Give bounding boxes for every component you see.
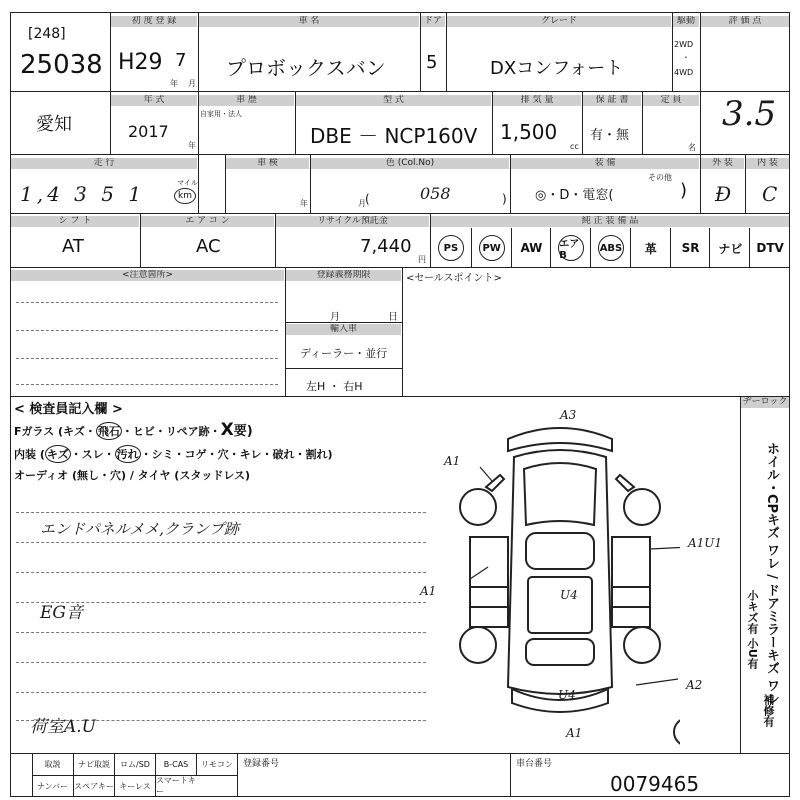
model-year-unit: 年 xyxy=(188,141,196,150)
spare-tire xyxy=(674,718,680,746)
equipment-row xyxy=(431,228,789,268)
windshield xyxy=(526,533,594,569)
inspector-line-audio: オーディオ (無し・穴) / タイヤ (スタッドレス) xyxy=(14,469,251,482)
item-items_row2-2: キーレス xyxy=(114,775,155,797)
header-year: 年 式 xyxy=(111,95,197,106)
equipment-label: 革 xyxy=(644,241,657,256)
model-year: 2017 xyxy=(128,122,169,141)
equipment-item xyxy=(670,228,711,268)
header-color: 色 (Col.No) xyxy=(311,158,509,169)
color-close: ) xyxy=(502,192,507,206)
legend-main: ホイル・CPキズ ワレ / ドアミラーキズ ワレ xyxy=(764,442,779,705)
aircon-value: AC xyxy=(196,236,221,257)
header-capacity: 定 員 xyxy=(643,95,699,106)
front-bumper xyxy=(508,428,612,451)
diagram-a1-left: A1 xyxy=(444,454,461,468)
grade: DXコンフォート xyxy=(490,58,624,79)
score-value: 3.5 xyxy=(722,94,777,134)
item-items_row1-3: B-CAS xyxy=(155,753,196,775)
equipment-item xyxy=(511,228,552,268)
dealer-parallel: ディーラー・並行 xyxy=(300,347,388,360)
header-import: 輸入車 xyxy=(286,324,401,335)
options-close: ) xyxy=(680,180,688,201)
body-outline xyxy=(508,450,612,694)
equipment-label: PW xyxy=(479,235,505,261)
header-score: 評 価 点 xyxy=(701,16,789,27)
item-items_row1-0: 取説 xyxy=(44,759,61,769)
warranty: 有・無 xyxy=(590,128,630,143)
diagram-a1-bottom: A1 xyxy=(566,726,583,740)
item-items_row1-1: ナビ取説 xyxy=(73,753,114,775)
first-reg-era: H29 xyxy=(118,50,163,75)
equipment-label: SR xyxy=(681,241,700,255)
roof xyxy=(528,577,592,633)
wheel-front-right xyxy=(624,489,660,525)
handwritten-note-3: 荷室A.U xyxy=(30,717,97,737)
items-row-1 xyxy=(32,753,237,775)
legend-sub-2: 補修有 xyxy=(762,694,775,727)
car-name: プロボックスバン xyxy=(226,56,386,80)
inspection-year: 年 xyxy=(300,199,308,208)
color-no: 058 xyxy=(420,184,451,203)
header-ttrock: ヂーロック xyxy=(742,397,788,407)
equipment-label: DTV xyxy=(756,241,784,255)
item-items_row2-3: スマートキー xyxy=(156,776,196,796)
reg-month: 月 xyxy=(330,312,340,323)
reg-number-label: 登録番号 xyxy=(243,759,280,769)
header-options: 装 備 xyxy=(511,158,699,169)
inspector-line-interior: 内装 ( キズ ・スレ・ 汚れ ・シミ・コゲ・穴・キレ・破れ・割れ) xyxy=(14,445,333,463)
header-inspection: 車 検 xyxy=(226,158,309,169)
header-exterior: 外 装 xyxy=(701,158,744,169)
lot-number: 25038 xyxy=(20,50,103,80)
diagram-a3: A3 xyxy=(560,408,577,422)
options-list: ◎・D・電窓( xyxy=(535,188,614,203)
drive-4wd: 4WD xyxy=(674,68,694,77)
header-car-type: 車 歴 xyxy=(199,95,294,106)
displacement: 1,500 xyxy=(500,120,558,144)
chassis-number: 0079465 xyxy=(610,772,700,796)
cc-unit: cc xyxy=(570,142,579,151)
equipment-label: AW xyxy=(520,241,543,255)
chassis-label: 車台番号 xyxy=(516,759,553,769)
wheel-rear-left xyxy=(460,627,496,663)
history-note: 自家用・法人 xyxy=(200,110,242,118)
item-items_row2-0: ナンバー xyxy=(36,781,69,791)
header-sales-point: <セールスポイント> xyxy=(406,273,502,284)
exterior-grade: Ð xyxy=(715,182,732,206)
inspection-month: 月 xyxy=(358,199,366,208)
header-first-reg: 初 度 登 録 xyxy=(111,16,197,27)
right-mirror xyxy=(616,475,634,491)
equipment-label: ナビ xyxy=(718,241,743,256)
mile-label: マイル xyxy=(177,179,198,187)
yen-unit: 円 xyxy=(418,255,426,264)
header-door: ドア xyxy=(421,16,445,27)
equipment-item xyxy=(590,228,631,268)
drive-2wd: 2WD xyxy=(674,40,694,49)
doors: 5 xyxy=(426,52,438,73)
month-unit: 月 xyxy=(188,79,196,88)
front-left-door xyxy=(470,537,508,607)
hood xyxy=(524,463,596,525)
diagram-u4-center: U4 xyxy=(560,588,578,602)
item-items_row1-2: ロム/SD xyxy=(114,753,155,775)
model-code: DBE － NCP160V xyxy=(310,124,478,148)
handwritten-note-1: エンドパネルメメ,クランプ跡 xyxy=(40,520,240,538)
diagram-a1-left2: A1 xyxy=(420,584,437,598)
diagram-u4-bottom: U4 xyxy=(558,688,576,702)
equipment-item xyxy=(431,228,471,268)
lot-tag: [248] xyxy=(28,26,66,42)
equipment-label: PS xyxy=(438,235,464,261)
diagram-a2-right: A2 xyxy=(686,678,703,692)
lh-rh: 左H ・ 右H xyxy=(306,380,363,393)
km-circled: km xyxy=(174,188,196,204)
handwritten-note-2: EG音 xyxy=(40,603,83,623)
header-reg-date: 登録義務期限 xyxy=(286,270,401,281)
equipment-label: エアB xyxy=(558,235,584,261)
item-items_row2-1: スペアキー xyxy=(73,775,114,797)
equipment-item xyxy=(709,228,750,268)
wheel-rear-right xyxy=(624,627,660,663)
wheel-front-left xyxy=(460,489,496,525)
diagram-a1u1-right: A1U1 xyxy=(688,536,723,550)
auction-sheet xyxy=(10,12,790,797)
region: 愛知 xyxy=(36,114,72,135)
header-car-name: 車 名 xyxy=(199,16,419,27)
items-row-2 xyxy=(32,775,237,797)
first-reg-month: 7 xyxy=(175,50,187,71)
header-warranty: 保 証 書 xyxy=(583,95,641,106)
header-displacement: 排 気 量 xyxy=(493,95,581,106)
equipment-label: ABS xyxy=(598,235,624,261)
header-grade: グレード xyxy=(447,16,671,27)
header-aircon: エ ア コ ン xyxy=(141,216,274,227)
reg-day: 日 xyxy=(388,312,398,323)
year-unit: 年 xyxy=(170,79,178,88)
equipment-item xyxy=(550,228,591,268)
shift-value: AT xyxy=(62,236,84,257)
inspector-line-glass: Fガラス (キズ・ 飛石 ・ヒビ・リペア跡・X要) xyxy=(14,420,253,440)
recycle-value: 7,440 xyxy=(360,236,412,257)
options-other: その他 xyxy=(648,173,672,182)
mileage: 1,4 3 5 1 xyxy=(20,182,146,206)
interior-grade: C xyxy=(762,182,778,206)
header-mileage: 走 行 xyxy=(11,158,197,169)
header-recycle: リサイクル預託金 xyxy=(276,216,429,227)
item-items_row1-4: リモコン xyxy=(196,753,237,775)
capacity-unit: 名 xyxy=(688,143,696,152)
legend-sub-1: 小キズ有 小U有 xyxy=(746,590,759,669)
color-open: ( xyxy=(365,192,370,206)
header-notes: <注意箇所> xyxy=(11,270,284,281)
header-genuine: 純 正 装 備 品 xyxy=(431,216,789,227)
header-shift: シ フ ト xyxy=(11,216,139,227)
rear-glass xyxy=(526,639,594,665)
header-model: 型 式 xyxy=(296,95,491,106)
equipment-item xyxy=(471,228,512,268)
inspector-title: < 検査員記入欄 > xyxy=(14,402,123,417)
front-right-door xyxy=(612,537,650,607)
drive-dot: ・ xyxy=(682,53,690,62)
header-interior: 内 装 xyxy=(746,158,789,169)
equipment-item xyxy=(630,228,671,268)
header-drive: 駆動 xyxy=(673,16,699,27)
equipment-item xyxy=(749,228,790,268)
